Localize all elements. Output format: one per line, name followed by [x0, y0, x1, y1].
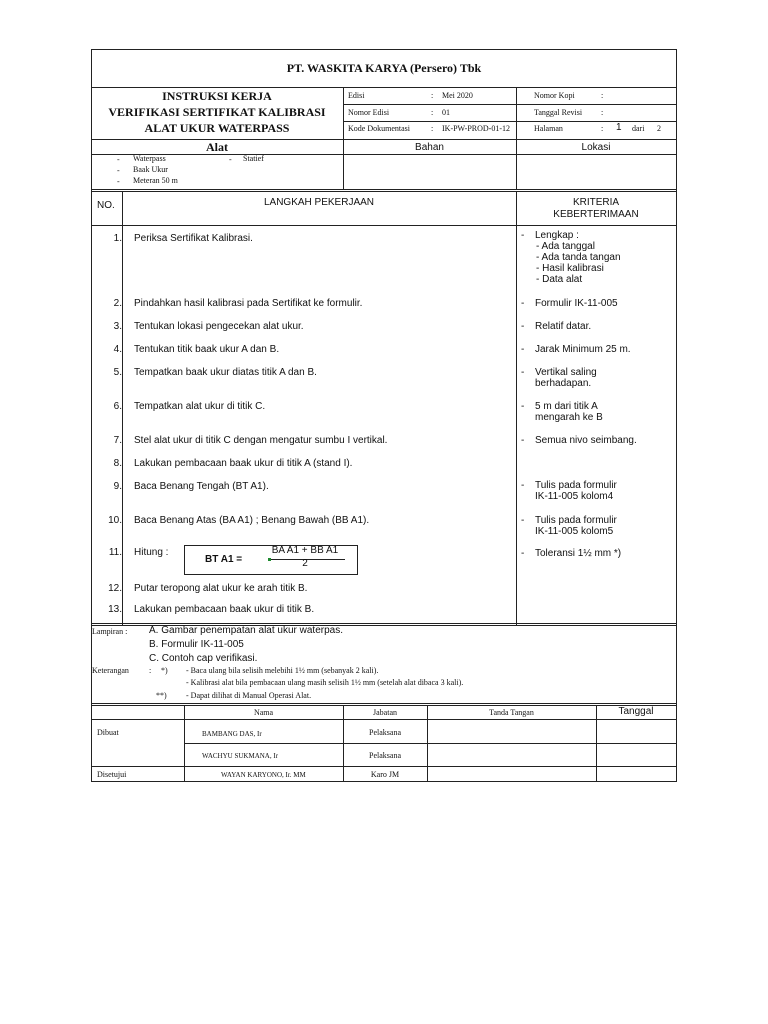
border-bottom [91, 781, 677, 782]
signer-position: Pelaksana [369, 751, 401, 760]
signer-name: WAYAN KARYONO, Ir. MM [221, 771, 306, 779]
signer-name: BAMBANG DAS, Ir [202, 730, 262, 738]
kode-dokumentasi-value: IK-PW-PROD-01-12 [442, 124, 510, 133]
step-text: Baca Benang Atas (BA A1) ; Benang Bawah (BB A1). [134, 515, 370, 526]
langkah-header: LANGKAH PEKERJAAN [263, 197, 375, 208]
work-instruction-sheet: PT. WASKITA KARYA (Persero) Tbk INSTRUKSI KERJA VERIFIKASI SERTIFIKAT KALIBRASI ALAT UKUR WATERPASS Edisi : Mei 2020 Nomor Edisi : 01 Kode Dokumentasi : IK-PW-PROD-01-12 Nomor Kopi : Tanggal Revisi : Halaman : 1 dari 2 Alat Bahan Lokasi - Waterpass - Statief - Baak Ukur - Meteran 50 m NO. LANGKAH PEKERJAAN KRITERIA KEBERTERIMAAN 1. Periksa Sertifikat Kalibrasi. 2. Pindahkan hasil kalibrasi pada Sertifikat ke formulir. 3. Tentukan lokasi pengecekan alat ukur. 4. Tentukan titik baak ukur A dan B. 5. Tempatkan baak ukur diatas titik A dan B. 6. Tempatkan alat ukur di titik C. 7. Stel alat ukur di titik C dengan mengatur sumbu I vertikal. 8. Lakukan pembacaan baak ukur di titik A (stand I). 9. Baca Benang Tengah (BT A1). 10. Baca Benang Atas (BA A1) ; Benang Bawah (BB A1). 11. Hitung : 12. Putar teropong alat ukur ke arah titik B. 13. Lakukan pembacaan baak ukur di titik B. BT A1 = BA A1 + BB A1 2 - Lengkap : - Ada tanggal - Ada tanda tangan - Hasil kalibrasi - Data alat - Formulir IK-11-005 - Relatif datar. - Jarak Minimum 25 m. - Vertikal saling berhadapan. - 5 m dari titik A mengarah ke B - Semua nivo seimbang. - Tulis pada formulir IK-11-005 kolom4 - Tulis pada formulir IK-11-005 kolom5 - Toleransi 1½ mm *) Lampiran : A. Gambar penempatan alat ukur waterpas. B. Formulir IK-11-005 C. Contoh cap verifikasi. Keterangan : *) - Baca ulang bila selisih melebihi 1½ mm (sebanyak 2 kali). - Kalibrasi alat bila pembacaan ulang masih selisih 1½ mm (setelah alat dibaca 3 kali). **) - Dapat dilihat di Manual Operasi Alat. Nama Jabatan Tanda Tangan Tanggal Dibuat BAMBANG DAS, Ir Pelaksana WACHYU SUKMANA, Ir Pelaksana Disetujui WAYAN KARYONO, Ir. MM Karo JM [91, 49, 677, 782]
lampiran-item: B. Formulir IK-11-005 [149, 639, 244, 650]
lokasi-header: Lokasi [581, 142, 611, 153]
step-text: Lakukan pembacaan baak ukur di titik B. [134, 604, 315, 615]
halaman-label: Halaman [534, 124, 563, 133]
step-text: Lakukan pembacaan baak ukur di titik A (stand I). [134, 458, 353, 469]
tanggal-header: Tanggal [618, 706, 654, 717]
keterangan-line: - Kalibrasi alat bila pembacaan ulang masih selisih 1½ mm (setelah alat dibaca 3 kali). [186, 678, 464, 687]
signer-position: Pelaksana [369, 728, 401, 737]
step-text: Tentukan lokasi pengecekan alat ukur. [134, 321, 304, 332]
border-top [91, 49, 677, 50]
step-number: 2. [113, 298, 122, 309]
keterangan-label: Keterangan [92, 666, 129, 675]
alat-header: Alat [206, 140, 228, 154]
kriteria-header: KEBERTERIMAAN [553, 209, 639, 220]
no-header: NO. [97, 200, 115, 211]
step-text: Periksa Sertifikat Kalibrasi. [134, 233, 253, 244]
step-number: 6. [113, 401, 122, 412]
formula-lhs: BT A1 = [205, 554, 243, 565]
step-text: Tempatkan baak ukur diatas titik A dan B. [134, 367, 317, 378]
company-name: PT. WASKITA KARYA (Persero) Tbk [286, 61, 482, 75]
edisi-label: Edisi [348, 91, 365, 100]
dari-label: dari [632, 124, 645, 133]
step-number: 5. [113, 367, 122, 378]
step-number: 13. [108, 604, 122, 615]
step-number: 8. [113, 458, 122, 469]
step-number: 9. [113, 481, 122, 492]
lampiran-item: A. Gambar penempatan alat ukur waterpas. [149, 625, 343, 636]
lampiran-item: C. Contoh cap verifikasi. [149, 653, 258, 664]
signer-role: Dibuat [97, 728, 119, 737]
doc-title-line2: ALAT UKUR WATERPASS [144, 121, 290, 135]
step-text: Hitung : [134, 547, 169, 558]
signer-name: WACHYU SUKMANA, Ir [202, 752, 279, 760]
alat-item: Baak Ukur [133, 165, 168, 174]
halaman-value: 1 [616, 122, 622, 133]
step-text: Tentukan titik baak ukur A dan B. [134, 344, 280, 355]
jabatan-header: Jabatan [373, 708, 397, 717]
nomor-kopi-label: Nomor Kopi [534, 91, 575, 100]
alat-item: Statief [243, 154, 264, 163]
keterangan-line: - Baca ulang bila selisih melebihi 1½ mm (sebanyak 2 kali). [186, 666, 379, 675]
nomor-edisi-value: 01 [442, 108, 450, 117]
dari-value: 2 [657, 124, 661, 133]
step-number: 7. [113, 435, 122, 446]
nomor-edisi-label: Nomor Edisi [348, 108, 390, 117]
signer-role: Disetujui [97, 770, 127, 779]
doc-title-line1: VERIFIKASI SERTIFIKAT KALIBRASI [108, 105, 326, 119]
border-right [676, 49, 677, 782]
formula-numerator: BA A1 + BB A1 [271, 545, 339, 556]
step-text: Tempatkan alat ukur di titik C. [134, 401, 266, 412]
signer-position: Karo JM [370, 770, 400, 779]
kriteria-header: KRITERIA [572, 197, 620, 208]
step-number: 12. [108, 583, 122, 594]
nama-header: Nama [253, 708, 274, 717]
edisi-value: Mei 2020 [442, 91, 473, 100]
alat-item: Waterpass [133, 154, 166, 163]
step-text: Pindahkan hasil kalibrasi pada Sertifikat ke formulir. [134, 298, 363, 309]
alat-item: Meteran 50 m [133, 176, 178, 185]
formula-denominator: 2 [302, 558, 308, 569]
bahan-header: Bahan [415, 142, 444, 153]
step-number: 10. [108, 515, 122, 526]
formula-box [184, 545, 358, 575]
footnote-mark: *) [161, 666, 168, 675]
lampiran-label: Lampiran : [92, 627, 128, 636]
tanda-tangan-header: Tanda Tangan [489, 708, 534, 717]
step-text: Putar teropong alat ukur ke arah titik B. [134, 583, 308, 594]
doc-type: INSTRUKSI KERJA [162, 89, 272, 103]
step-text: Stel alat ukur di titik C dengan mengatur sumbu I vertikal. [134, 435, 388, 446]
footnote-mark: **) [156, 691, 167, 700]
step-number: 3. [113, 321, 122, 332]
step-number: 11. [108, 547, 122, 558]
step-number: 4. [113, 344, 122, 355]
keterangan-line: - Dapat dilihat di Manual Operasi Alat. [186, 691, 312, 700]
tanggal-revisi-label: Tanggal Revisi [534, 108, 583, 117]
step-text: Baca Benang Tengah (BT A1). [134, 481, 269, 492]
step-number: 1. [113, 233, 122, 244]
kode-dokumentasi-label: Kode Dokumentasi [348, 124, 410, 133]
